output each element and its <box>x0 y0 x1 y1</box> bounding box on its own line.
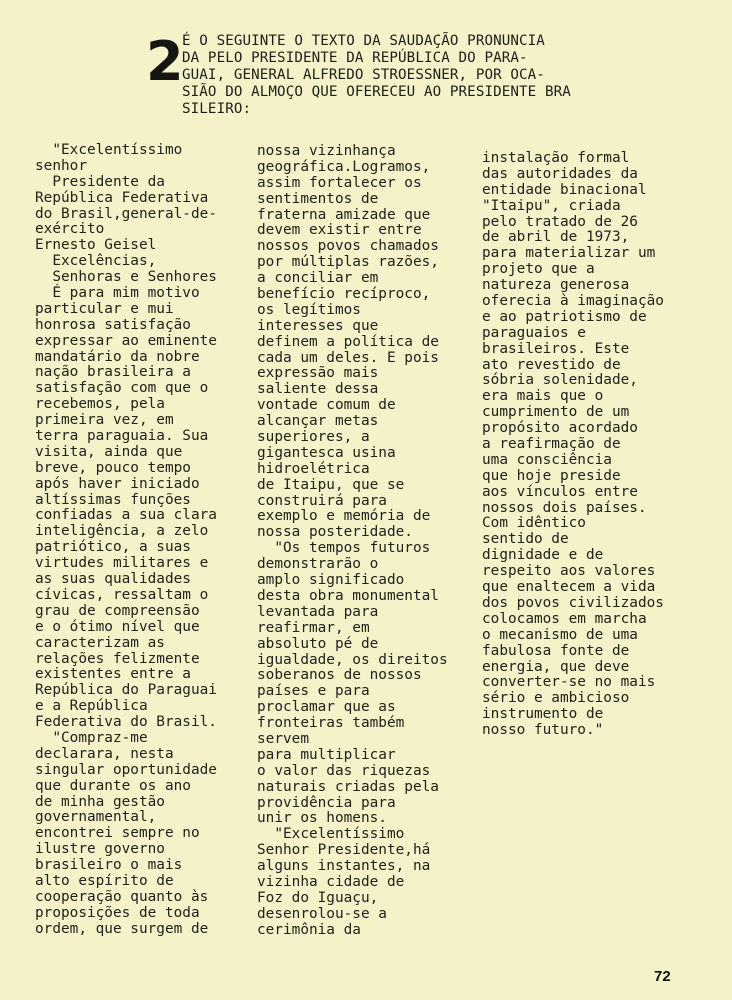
text-line: alto espírito de <box>35 872 174 889</box>
text-line: providência para <box>257 794 396 811</box>
text-line: geográfica.Logramos, <box>257 158 431 175</box>
text-line: Senhoras e Senhores <box>35 269 217 286</box>
text-line: sério e ambicioso <box>482 690 630 707</box>
text-line: cívicas, ressaltam o <box>35 586 209 603</box>
text-line: cerimônia da <box>257 921 361 938</box>
text-line: Federativa do Brasil. <box>35 714 217 731</box>
text-line: unir os homens. <box>257 810 387 827</box>
text-line: os legítimos <box>257 301 361 318</box>
text-line: construirá para <box>257 492 387 509</box>
text-line: igualdade, os direitos <box>257 651 448 668</box>
text-line: particular e mui <box>35 300 174 317</box>
text-line: "Compraz-me <box>35 729 148 746</box>
heading-line: É O SEGUINTE O TEXTO DA SAUDAÇÃO PRONUNCIA <box>182 33 545 49</box>
text-line: nossa posteridade. <box>257 524 413 541</box>
text-line: expressar ao eminente <box>35 332 217 349</box>
text-line: para multiplicar <box>257 746 396 763</box>
text-line: Foz do Iguaçu, <box>257 889 379 906</box>
text-line: gigantesca usina <box>257 444 396 461</box>
text-line: singular oportunidade <box>35 761 217 778</box>
text-line: virtudes militares e <box>35 555 209 572</box>
text-line: cumprimento de um <box>482 404 630 421</box>
text-line: energia, que deve <box>482 658 630 675</box>
text-line: "Excelentíssimo <box>257 826 405 843</box>
heading-line: SILEIRO: <box>182 101 252 117</box>
text-line: de minha gestão <box>35 793 165 810</box>
text-line: Ernesto Geisel <box>35 237 157 254</box>
text-line: hidroelétrica <box>257 460 370 477</box>
text-line: brasileiros. Este <box>482 340 630 357</box>
text-line: soberanos de nossos <box>257 667 422 684</box>
text-line: confiadas a sua clara <box>35 507 217 524</box>
heading-line: SIÃO DO ALMOÇO QUE OFERECEU AO PRESIDENTE BRA <box>182 84 571 100</box>
text-line: Presidente da <box>35 173 165 190</box>
text-line: respeito aos valores <box>482 563 656 580</box>
text-line: a reafirmação de <box>482 436 621 453</box>
text-line: Com idêntico <box>482 515 586 532</box>
text-column-2 <box>257 144 481 939</box>
text-line: benefício recíproco, <box>257 286 431 303</box>
text-line: Excelências, <box>35 253 157 270</box>
text-line: oferecia à imaginação <box>482 293 664 310</box>
text-line: após haver iniciado <box>35 475 200 492</box>
text-line: paraguaios e <box>482 324 586 341</box>
text-line: ato revestido de <box>482 356 621 373</box>
text-line: natureza generosa <box>482 277 630 294</box>
text-line: nossos dois países. <box>482 499 647 516</box>
section-number: 2 <box>146 30 182 93</box>
text-line: brasileiro o mais <box>35 857 183 874</box>
text-line: cooperação quanto às <box>35 888 209 905</box>
text-line: declarara, nesta <box>35 745 174 762</box>
text-line: instalação formal <box>482 150 630 166</box>
text-line: É para mim motivo <box>35 285 200 302</box>
text-line: uma consciência <box>482 451 612 468</box>
text-line: inteligência, a zelo <box>35 523 209 540</box>
page-number: 72 <box>654 968 671 985</box>
text-line: e a República <box>35 698 148 715</box>
heading-line: DA PELO PRESIDENTE DA REPÚBLICA DO PARA- <box>182 50 528 66</box>
text-line: superiores, a <box>257 429 370 446</box>
text-line: governamental, <box>35 809 157 826</box>
text-line: do Brasil,general-de- <box>35 205 217 222</box>
text-line: primeira vez, em <box>35 412 174 429</box>
text-line: ilustre governo <box>35 841 165 858</box>
text-line: saliente dessa <box>257 381 379 398</box>
text-line: encontrei sempre no <box>35 825 200 842</box>
text-line: pelo tratado de 26 <box>482 213 638 230</box>
text-line: converter-se no mais <box>482 674 656 691</box>
text-line: demonstrarão o <box>257 556 379 573</box>
text-line: a conciliar em <box>257 270 379 287</box>
heading-text <box>182 33 571 118</box>
text-line: exército <box>35 221 105 238</box>
text-line: República do Paraguai <box>35 682 217 699</box>
text-line: vontade comum de <box>257 397 396 414</box>
text-line: República Federativa <box>35 189 209 206</box>
text-line: nossos povos chamados <box>257 238 439 255</box>
text-line: levantada para <box>257 603 379 620</box>
text-line: senhor <box>35 157 87 174</box>
text-line: vizinha cidade de <box>257 873 405 890</box>
text-line: por múltiplas razões, <box>257 254 439 271</box>
text-line: existentes entre a <box>35 666 191 683</box>
text-line: ordem, que surgem de <box>35 920 209 937</box>
text-line: "Excelentíssimo <box>35 142 183 158</box>
text-line: era mais que o <box>482 388 604 405</box>
text-line: "Os tempos futuros <box>257 540 431 557</box>
text-line: das autoridades da <box>482 165 638 182</box>
text-line: absoluto pé de <box>257 635 379 652</box>
text-line: o valor das riquezas <box>257 762 431 779</box>
text-line: dos povos civilizados <box>482 594 664 611</box>
text-line: alguns instantes, na <box>257 858 431 875</box>
text-line: Senhor Presidente,há <box>257 842 431 859</box>
text-line: e ao patriotismo de <box>482 308 647 325</box>
text-line: que hoje preside <box>482 467 621 484</box>
text-line: caracterizam as <box>35 634 165 651</box>
text-line: satisfação com que o <box>35 380 209 397</box>
text-line: alcançar metas <box>257 413 379 430</box>
text-line: desta obra monumental <box>257 587 439 604</box>
text-line: proclamar que as <box>257 699 396 716</box>
text-line: sentido de <box>482 531 569 548</box>
text-line: fabulosa fonte de <box>482 642 630 659</box>
text-line: breve, pouco tempo <box>35 459 191 476</box>
text-line: mandatário da nobre <box>35 348 200 365</box>
text-line: altíssimas funções <box>35 491 191 508</box>
text-line: de Itaipu, que se <box>257 476 405 493</box>
text-line: nação brasileira a <box>35 364 191 381</box>
text-line: nosso futuro." <box>482 722 604 739</box>
text-line: sóbria solenidade, <box>482 372 638 389</box>
text-line: que enaltecem a vida <box>482 579 656 596</box>
text-line: o mecanismo de uma <box>482 626 638 643</box>
text-line: servem <box>257 730 309 747</box>
text-line: proposições de toda <box>35 904 200 921</box>
text-line: devem existir entre <box>257 222 422 239</box>
text-line: honrosa satisfação <box>35 316 191 333</box>
text-line: para materializar um <box>482 245 656 262</box>
text-line: naturais criadas pela <box>257 778 439 795</box>
text-line: aos vínculos entre <box>482 483 638 500</box>
text-column-3 <box>482 151 707 739</box>
text-line: desenrolou-se a <box>257 905 387 922</box>
text-line: projeto que a <box>482 261 595 278</box>
text-line: nossa vizinhança <box>257 143 396 159</box>
text-line: visita, ainda que <box>35 443 183 460</box>
text-line: dignidade e de <box>482 547 604 564</box>
text-line: colocamos em marcha <box>482 610 647 627</box>
text-line: fronteiras também <box>257 715 405 732</box>
text-line: patriótico, a suas <box>35 539 191 556</box>
text-line: grau de compreensão <box>35 602 200 619</box>
text-line: cada um deles. E pois <box>257 349 439 366</box>
text-line: e o ótimo nível que <box>35 618 200 635</box>
text-line: amplo significado <box>257 572 405 589</box>
text-line: as suas qualidades <box>35 571 191 588</box>
text-line: expressão mais <box>257 365 379 382</box>
text-line: exemplo e memória de <box>257 508 431 525</box>
text-line: propósito acordado <box>482 420 638 437</box>
text-line: relações felizmente <box>35 650 200 667</box>
text-line: sentimentos de <box>257 190 379 207</box>
text-line: entidade binacional <box>482 181 647 198</box>
heading-line: GUAI, GENERAL ALFREDO STROESSNER, POR OCA- <box>182 67 545 83</box>
text-column-1 <box>35 143 255 938</box>
text-line: instrumento de <box>482 706 604 723</box>
text-line: que durante os ano <box>35 777 191 794</box>
text-line: de abril de 1973, <box>482 229 630 246</box>
text-line: assim fortalecer os <box>257 174 422 191</box>
text-line: reafirmar, em <box>257 619 370 636</box>
text-line: terra paraguaia. Sua <box>35 428 209 445</box>
text-line: interesses que <box>257 317 379 334</box>
text-line: fraterna amizade que <box>257 206 431 223</box>
text-line: "Itaipu", criada <box>482 197 621 214</box>
text-line: definem a política de <box>257 333 439 350</box>
text-line: recebemos, pela <box>35 396 165 413</box>
text-line: países e para <box>257 683 370 700</box>
